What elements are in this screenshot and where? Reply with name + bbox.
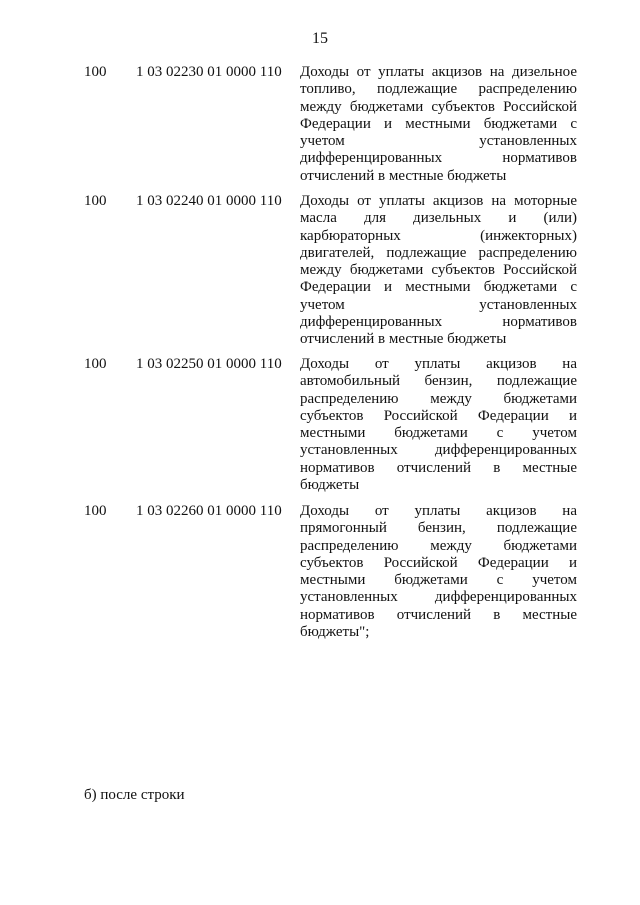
description-line: учетом установленных <box>300 133 577 150</box>
row-description <box>300 193 577 349</box>
description-line: прямогонный бензин, подлежащие <box>300 520 577 537</box>
admin-code: 100 <box>84 356 107 372</box>
description-line: распределению между бюджетами <box>300 390 577 407</box>
description-line: масла для дизельных и (или) <box>300 210 577 227</box>
description-line: учетом установленных <box>300 296 577 313</box>
description-line: бюджеты <box>300 477 360 494</box>
description-line: топливо, подлежащие распределению <box>300 81 577 98</box>
description-line: субъектов Российской Федерации и <box>300 407 577 424</box>
description-line: дифференцированных нормативов <box>300 150 577 167</box>
description-line: между бюджетами субъектов Российской <box>300 98 577 115</box>
description-line: установленных дифференцированных <box>300 442 577 459</box>
page-number: 15 <box>312 30 328 47</box>
description-line: Федерации и местными бюджетами с <box>300 279 577 296</box>
description-line: местными бюджетами с учетом <box>300 572 577 589</box>
description-line: автомобильный бензин, подлежащие <box>300 373 577 390</box>
description-line: между бюджетами субъектов Российской <box>300 262 577 279</box>
budget-classification-code: 1 03 02230 01 0000 110 <box>136 64 282 80</box>
footer-text: б) после строки <box>84 787 185 803</box>
row-description <box>300 64 577 185</box>
description-line: карбюраторных (инжекторных) <box>300 227 577 244</box>
description-line: местными бюджетами с учетом <box>300 425 577 442</box>
description-line: дифференцированных нормативов <box>300 314 577 331</box>
description-line: установленных дифференцированных <box>300 589 577 606</box>
description-line: отчислений в местные бюджеты <box>300 331 507 348</box>
budget-classification-code: 1 03 02240 01 0000 110 <box>136 193 282 209</box>
admin-code: 100 <box>84 503 107 519</box>
budget-classification-code: 1 03 02260 01 0000 110 <box>136 503 282 519</box>
admin-code: 100 <box>84 64 107 80</box>
admin-code: 100 <box>84 193 107 209</box>
description-line: двигателей, подлежащие распределению <box>300 244 577 261</box>
description-line: отчислений в местные бюджеты <box>300 167 507 184</box>
row-description <box>300 356 577 494</box>
budget-classification-code: 1 03 02250 01 0000 110 <box>136 356 282 372</box>
description-line: бюджеты"; <box>300 624 370 641</box>
description-line: нормативов отчислений в местные <box>300 459 577 476</box>
description-line: Федерации и местными бюджетами с <box>300 115 577 132</box>
description-line: Доходы от уплаты акцизов на моторные <box>300 193 577 209</box>
description-line: Доходы от уплаты акцизов на <box>300 503 577 519</box>
description-line: Доходы от уплаты акцизов на <box>300 356 577 372</box>
row-description <box>300 503 577 641</box>
description-line: Доходы от уплаты акцизов на дизельное <box>300 64 577 80</box>
description-line: субъектов Российской Федерации и <box>300 554 577 571</box>
description-line: нормативов отчислений в местные <box>300 606 577 623</box>
description-line: распределению между бюджетами <box>300 537 577 554</box>
